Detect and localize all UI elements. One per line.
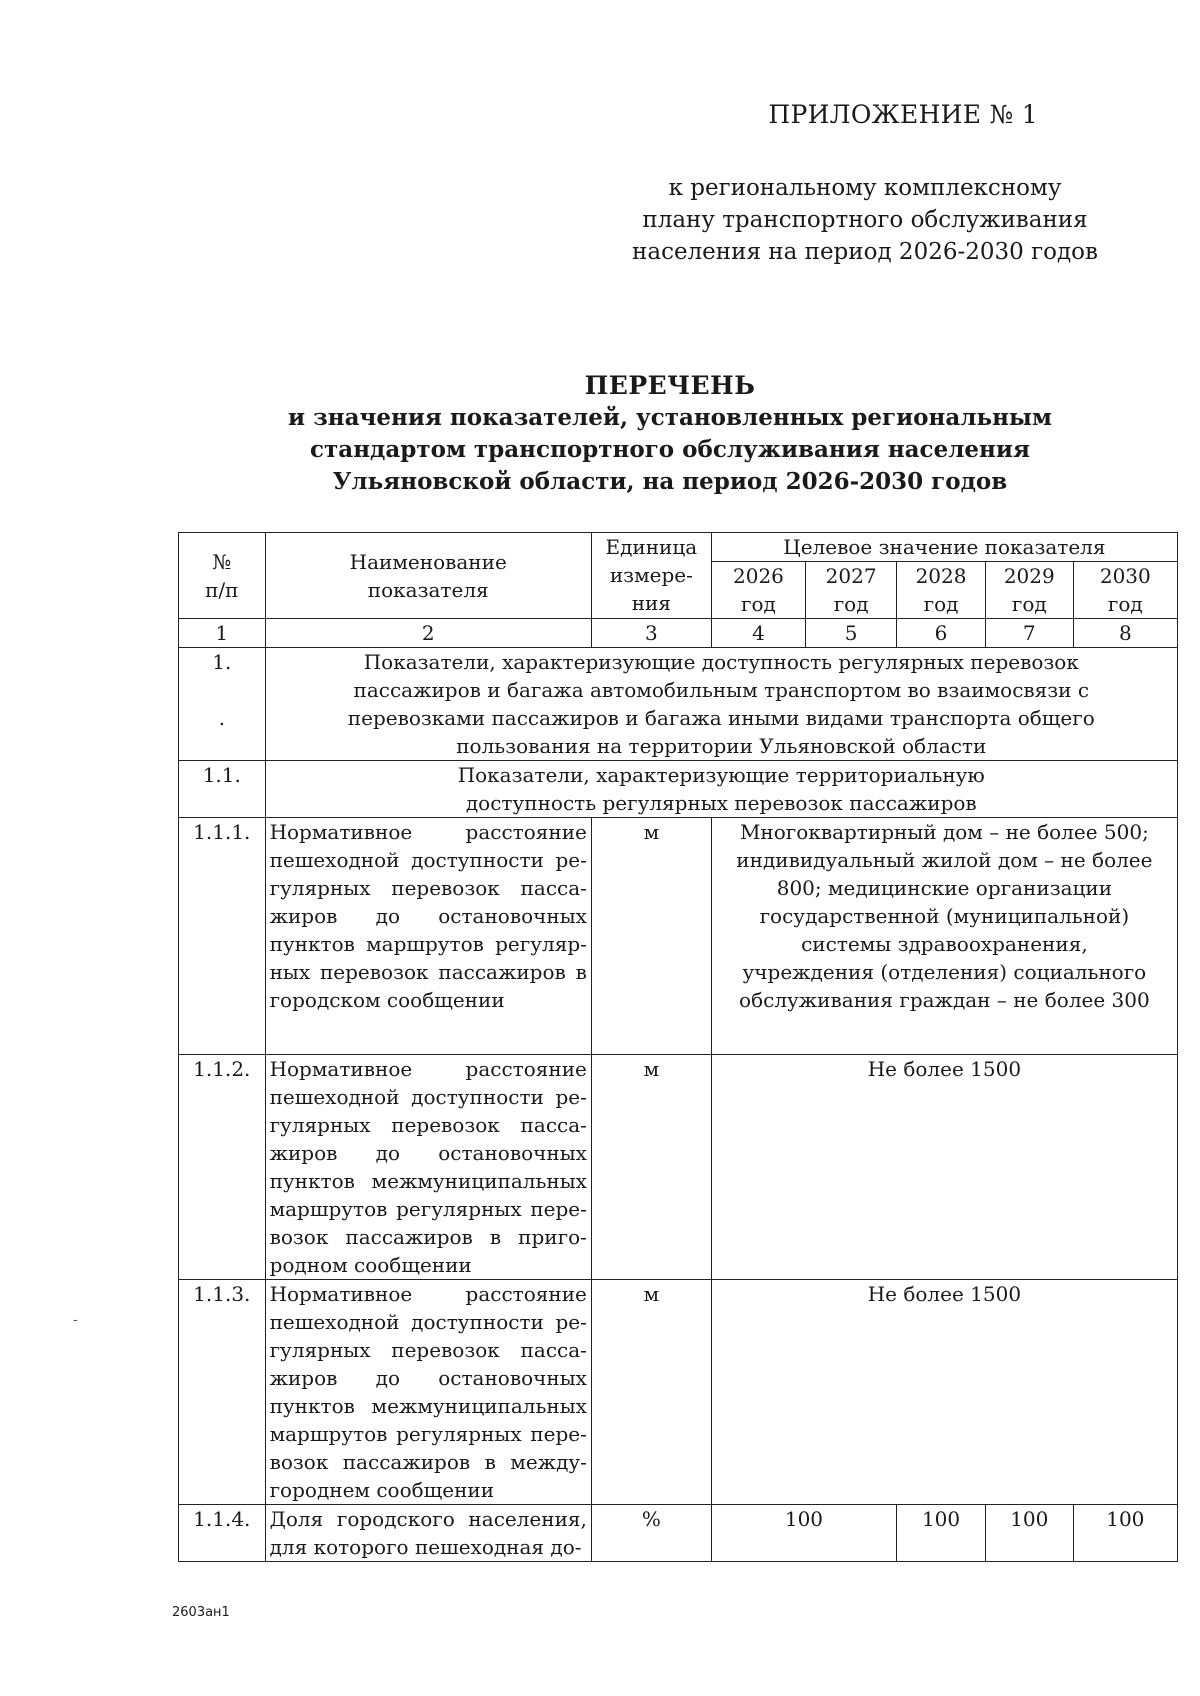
column-number: 5	[806, 619, 897, 648]
indicator-name: Доля городского населения, для которого пешеходная до-	[265, 1505, 591, 1562]
indicator-value: Многоквартирный дом – не более 500; индивидуальный жилой дом – не более 800; медицинские организации государственной (муниципальной) системы здравоохранения, учреждения (отделения) социального обслуживания граждан – не более 300	[711, 818, 1177, 1055]
column-number: 2	[265, 619, 591, 648]
indicator-unit: м	[591, 818, 711, 1055]
table-row	[179, 1280, 1178, 1505]
row-number: 1.1.2.	[179, 1055, 266, 1280]
document-title-line: и значения показателей, установленных региональным	[288, 404, 1052, 431]
indicator-name: Нормативное расстояние пешеходной доступности ре-гулярных перевозок пасса-жиров до остановочных пунктов межмуниципальных маршрутов регулярных пере-возок пассажиров в приго-родном сообщении	[265, 1055, 591, 1280]
header-year: 2029 год	[985, 562, 1073, 619]
column-number: 7	[985, 619, 1073, 648]
section-number: 1. .	[179, 648, 266, 761]
header-unit: Единица измере-ния	[591, 533, 711, 619]
indicator-value: 100	[897, 1505, 986, 1562]
indicator-value: Не более 1500	[711, 1280, 1177, 1505]
column-number: 3	[591, 619, 711, 648]
column-number: 8	[1073, 619, 1177, 648]
row-number: 1.1.4.	[179, 1505, 266, 1562]
header-year: 2030 год	[1073, 562, 1177, 619]
table-header-row	[179, 533, 1178, 562]
indicator-name: Нормативное расстояние пешеходной доступности ре-гулярных перевозок пасса-жиров до остановочных пунктов маршрутов регуляр-ных перевозок пассажиров в городском сообщении	[265, 818, 591, 1055]
row-number: 1.1.1.	[179, 818, 266, 1055]
subtitle-line: населения на период 2026-2030 годов	[632, 239, 1098, 265]
subsection-number: 1.1.	[179, 761, 266, 818]
indicator-name: Нормативное расстояние пешеходной доступности ре-гулярных перевозок пасса-жиров до остановочных пунктов межмуниципальных маршрутов регулярных пере-возок пассажиров в между-городнем сообщении	[265, 1280, 591, 1505]
subtitle-line: плану транспортного обслуживания	[642, 207, 1088, 233]
table-row	[179, 1505, 1178, 1562]
subsection-title: Показатели, характеризующие территориальную доступность регулярных перевозок пассажиров	[265, 761, 1177, 818]
document-title-line: Ульяновской области, на период 2026-2030 годов	[332, 468, 1008, 495]
header-year: 2026 год	[711, 562, 805, 619]
indicator-unit: %	[591, 1505, 711, 1562]
column-number: 1	[179, 619, 266, 648]
column-numbers-row	[179, 619, 1178, 648]
indicator-value: 100	[1073, 1505, 1177, 1562]
column-number: 6	[897, 619, 986, 648]
document-code: 2603ан1	[172, 1605, 230, 1620]
table-row	[179, 818, 1178, 1055]
indicator-value: Не более 1500	[711, 1055, 1177, 1280]
appendix-subtitle	[560, 172, 1170, 268]
table-row	[179, 1055, 1178, 1280]
header-target-value: Целевое значение показателя	[711, 533, 1177, 562]
subtitle-line: к региональному комплексному	[668, 175, 1062, 201]
indicator-unit: м	[591, 1280, 711, 1505]
indicator-unit: м	[591, 1055, 711, 1280]
header-num: № п/п	[179, 533, 266, 619]
stray-marker: .	[218, 706, 225, 730]
document-title	[130, 370, 1200, 498]
appendix-title: ПРИЛОЖЕНИЕ № 1	[768, 100, 1038, 129]
section-row	[179, 648, 1178, 761]
document-title-main: ПЕРЕЧЕНЬ	[584, 371, 756, 400]
header-year: 2027 год	[806, 562, 897, 619]
subsection-row	[179, 761, 1178, 818]
indicator-value: 100	[711, 1505, 896, 1562]
section-title: Показатели, характеризующие доступность регулярных перевозок пассажиров и багажа автомобильным транспортом во взаимосвязи с перевозками пассажиров и багажа иными видами транспорта общего пользования на территории Ульяновской области	[265, 648, 1177, 761]
header-name: Наименование показателя	[265, 533, 591, 619]
row-number: 1.1.3.	[179, 1280, 266, 1505]
indicator-value: 100	[985, 1505, 1073, 1562]
indicators-table	[178, 532, 1178, 1562]
margin-mark: -	[73, 1312, 78, 1328]
document-title-line: стандартом транспортного обслуживания населения	[310, 436, 1030, 463]
header-year: 2028 год	[897, 562, 986, 619]
column-number: 4	[711, 619, 805, 648]
